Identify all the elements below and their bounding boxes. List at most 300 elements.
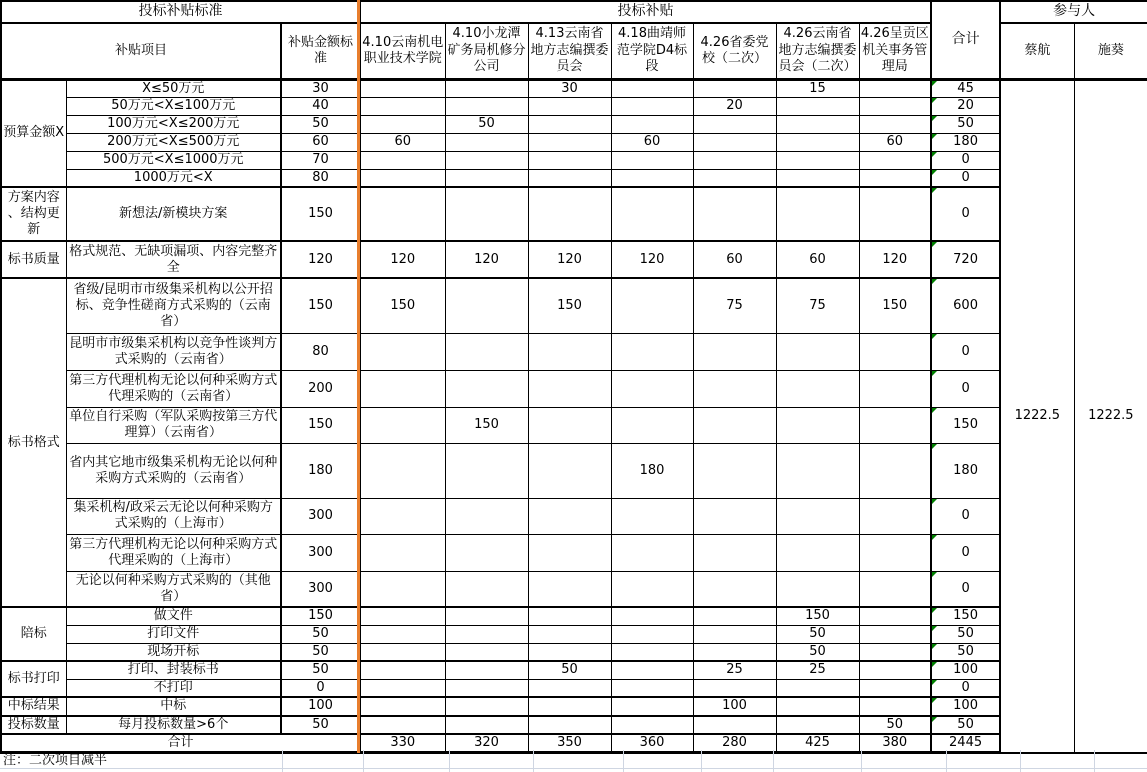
total-cell[interactable]: 0 [931,679,1000,697]
item-label-cell[interactable]: 省内其它地市级集采机构无论以何种采购方式采购的（云南省） [66,443,281,498]
item-label-cell[interactable]: 每月投标数量>6个 [66,716,281,734]
value-cell[interactable] [859,607,931,625]
value-cell[interactable] [693,443,776,498]
value-cell[interactable] [360,643,445,661]
item-label-cell[interactable]: 无论以何种采购方式采购的（其他省） [66,571,281,607]
total-cell[interactable]: 150 [931,607,1000,625]
value-cell[interactable]: 180 [611,443,693,498]
total-cell[interactable]: 100 [931,697,1000,715]
group-label-cell[interactable]: 陪标 [1,607,66,661]
total-cell[interactable]: 45 [931,79,1000,97]
participants-header[interactable]: 参与人 [1000,1,1147,23]
value-cell[interactable] [776,169,859,187]
value-cell[interactable] [776,187,859,241]
participant-name-header[interactable]: 蔡航 [1000,23,1074,79]
value-cell[interactable] [611,407,693,443]
sheet-gridline [773,750,774,772]
value-cell[interactable] [611,187,693,241]
page-break-accent-line [357,0,360,753]
table-row [1,151,1147,169]
value-cell[interactable] [859,679,931,697]
group-label-cell[interactable]: 中标结果 [1,697,66,715]
value-cell[interactable] [445,278,528,333]
item-label-cell[interactable]: 第三方代理机构无论以何种采购方式代理采购的（云南省） [66,370,281,407]
value-cell[interactable]: 150 [776,607,859,625]
standard-amount-cell[interactable]: 50 [281,115,360,133]
item-label-cell[interactable]: 集采机构/政采云无论以何种采购方式采购的（上海市） [66,498,281,534]
standard-amount-cell[interactable]: 180 [281,443,360,498]
table-row [1,133,1147,151]
value-cell[interactable] [528,716,611,734]
value-cell[interactable] [611,115,693,133]
value-cell[interactable] [445,97,528,115]
table-row [1,169,1147,187]
value-cell[interactable] [776,443,859,498]
value-cell[interactable] [859,151,931,169]
participant-total-cell[interactable]: 1222.5 [1074,79,1147,753]
item-label-cell[interactable]: 100万元<X≤200万元 [66,115,281,133]
value-cell[interactable] [445,370,528,407]
value-cell[interactable] [611,169,693,187]
value-cell[interactable] [445,79,528,97]
table-row [1,333,1147,370]
value-cell[interactable] [776,716,859,734]
table-row [1,643,1147,661]
sheet-gridline [1020,750,1021,772]
item-label-cell[interactable]: X≤50万元 [66,79,281,97]
table-row [1,443,1147,498]
table-row [1,1,1147,23]
value-cell[interactable] [859,169,931,187]
value-cell[interactable] [360,443,445,498]
value-cell[interactable] [693,607,776,625]
value-cell[interactable] [360,661,445,679]
value-cell[interactable] [360,625,445,643]
project-column-header[interactable]: 4.10小龙潭矿务局机修分公司 [445,23,528,79]
value-cell[interactable] [528,625,611,643]
value-cell[interactable] [776,407,859,443]
value-cell[interactable]: 150 [445,407,528,443]
value-cell[interactable] [528,697,611,715]
value-cell[interactable] [776,115,859,133]
value-cell[interactable] [859,443,931,498]
value-cell[interactable] [859,370,931,407]
value-cell[interactable] [445,498,528,534]
value-cell[interactable] [445,697,528,715]
grand-total-value-cell[interactable]: 380 [859,734,931,753]
total-cell[interactable]: 0 [931,169,1000,187]
value-cell[interactable] [611,370,693,407]
value-cell[interactable] [693,643,776,661]
value-cell[interactable] [445,571,528,607]
value-cell[interactable] [776,133,859,151]
value-cell[interactable] [776,333,859,370]
total-cell[interactable]: 720 [931,241,1000,278]
value-cell[interactable]: 120 [528,241,611,278]
value-cell[interactable] [859,407,931,443]
value-cell[interactable] [776,97,859,115]
item-label-cell[interactable]: 不打印 [66,679,281,697]
sheet-gridline [533,750,534,772]
table-row [1,370,1147,407]
item-label-cell[interactable]: 做文件 [66,607,281,625]
project-column-header[interactable]: 4.26省委党校（二次） [693,23,776,79]
item-label-cell[interactable]: 500万元<X≤1000万元 [66,151,281,169]
value-cell[interactable] [611,661,693,679]
table-row [1,679,1147,697]
value-cell[interactable] [360,607,445,625]
group-label-cell[interactable]: 标书格式 [1,278,66,607]
value-cell[interactable]: 50 [776,643,859,661]
value-cell[interactable] [360,79,445,97]
value-cell[interactable] [528,643,611,661]
standard-amount-cell[interactable]: 300 [281,498,360,534]
value-cell[interactable]: 60 [776,241,859,278]
group-label-cell[interactable]: 标书质量 [1,241,66,278]
value-cell[interactable] [445,133,528,151]
group-label-cell[interactable]: 标书打印 [1,661,66,697]
value-cell[interactable] [360,716,445,734]
value-cell[interactable] [693,79,776,97]
total-cell[interactable]: 0 [931,187,1000,241]
standard-amount-cell[interactable]: 300 [281,534,360,571]
value-cell[interactable] [859,333,931,370]
standard-amount-cell[interactable]: 150 [281,187,360,241]
standard-amount-cell[interactable]: 0 [281,679,360,697]
value-cell[interactable] [445,333,528,370]
value-cell[interactable]: 150 [360,278,445,333]
grand-total-value-cell[interactable]: 425 [776,734,859,753]
value-cell[interactable] [528,607,611,625]
value-cell[interactable] [528,115,611,133]
grand-total-value-cell[interactable]: 350 [528,734,611,753]
table-row [1,534,1147,571]
sheet-gridline [363,750,364,772]
total-cell[interactable]: 180 [931,133,1000,151]
value-cell[interactable] [859,697,931,715]
value-cell[interactable] [611,697,693,715]
value-cell[interactable] [445,534,528,571]
value-cell[interactable]: 50 [859,716,931,734]
table-row [1,187,1147,241]
table-row [1,625,1147,643]
value-cell[interactable] [859,625,931,643]
value-cell[interactable] [776,679,859,697]
value-cell[interactable] [693,498,776,534]
standard-amount-cell[interactable]: 150 [281,607,360,625]
value-cell[interactable]: 150 [528,278,611,333]
value-cell[interactable] [859,571,931,607]
standard-amount-cell[interactable]: 80 [281,333,360,370]
value-cell[interactable] [693,133,776,151]
value-cell[interactable] [859,643,931,661]
value-cell[interactable] [611,97,693,115]
participant-name-header[interactable]: 施葵 [1074,23,1147,79]
value-cell[interactable] [528,571,611,607]
value-cell[interactable] [611,333,693,370]
total-cell[interactable]: 0 [931,370,1000,407]
value-cell[interactable] [693,407,776,443]
value-cell[interactable] [360,333,445,370]
standard-amount-cell[interactable]: 40 [281,97,360,115]
value-cell[interactable] [859,97,931,115]
value-cell[interactable] [445,443,528,498]
value-cell[interactable] [776,697,859,715]
value-cell[interactable] [360,115,445,133]
value-cell[interactable] [611,679,693,697]
value-cell[interactable] [611,625,693,643]
value-cell[interactable] [528,169,611,187]
value-cell[interactable]: 20 [693,97,776,115]
value-cell[interactable] [360,169,445,187]
total-cell[interactable]: 0 [931,498,1000,534]
value-cell[interactable] [859,115,931,133]
value-cell[interactable] [360,407,445,443]
value-cell[interactable] [859,498,931,534]
standard-amount-cell[interactable]: 50 [281,643,360,661]
table-row [1,697,1147,715]
value-cell[interactable] [445,151,528,169]
total-cell[interactable]: 600 [931,278,1000,333]
grand-total-value-cell[interactable]: 360 [611,734,693,753]
value-cell[interactable] [611,716,693,734]
value-cell[interactable]: 50 [445,115,528,133]
value-cell[interactable] [611,278,693,333]
participant-total-cell[interactable]: 1222.5 [1000,79,1074,753]
value-cell[interactable] [445,661,528,679]
value-cell[interactable] [445,643,528,661]
standard-amount-cell[interactable]: 150 [281,278,360,333]
item-label-cell[interactable]: 新想法/新模块方案 [66,187,281,241]
value-cell[interactable] [360,151,445,169]
table-row [1,115,1147,133]
value-cell[interactable]: 120 [859,241,931,278]
value-cell[interactable]: 50 [528,661,611,679]
table-row [1,241,1147,278]
value-cell[interactable]: 60 [859,133,931,151]
bid-subsidy-header[interactable]: 投标补贴 [360,1,931,23]
standard-amount-cell[interactable]: 60 [281,133,360,151]
total-cell[interactable]: 50 [931,643,1000,661]
value-cell[interactable] [693,169,776,187]
value-cell[interactable] [776,370,859,407]
value-cell[interactable]: 120 [611,241,693,278]
table-row [1,716,1147,734]
total-cell[interactable]: 150 [931,407,1000,443]
standard-amount-cell[interactable]: 50 [281,716,360,734]
value-cell[interactable] [445,716,528,734]
item-label-cell[interactable]: 200万元<X≤500万元 [66,133,281,151]
value-cell[interactable] [693,187,776,241]
value-cell[interactable]: 75 [776,278,859,333]
project-column-header[interactable]: 4.18曲靖师范学院D4标段 [611,23,693,79]
value-cell[interactable] [528,370,611,407]
value-cell[interactable] [859,187,931,241]
total-cell[interactable]: 0 [931,571,1000,607]
table-row [1,79,1147,97]
value-cell[interactable] [859,79,931,97]
total-cell[interactable]: 180 [931,443,1000,498]
item-label-cell[interactable]: 打印文件 [66,625,281,643]
value-cell[interactable] [445,187,528,241]
value-cell[interactable] [693,679,776,697]
value-cell[interactable] [611,607,693,625]
value-cell[interactable] [528,97,611,115]
subsidy-item-header[interactable]: 补贴项目 [1,23,281,79]
value-cell[interactable] [528,133,611,151]
value-cell[interactable] [360,498,445,534]
value-cell[interactable] [693,625,776,643]
value-cell[interactable] [776,151,859,169]
value-cell[interactable]: 15 [776,79,859,97]
value-cell[interactable]: 75 [693,278,776,333]
grand-total-label-cell[interactable]: 合计 [1,734,360,753]
value-cell[interactable] [776,571,859,607]
value-cell[interactable] [528,151,611,169]
item-label-cell[interactable]: 省级/昆明市市级集采机构以公开招标、竞争性磋商方式采购的（云南省） [66,278,281,333]
value-cell[interactable] [528,407,611,443]
value-cell[interactable]: 120 [445,241,528,278]
item-label-cell[interactable]: 昆明市市级集采机构以竞争性谈判方式采购的（云南省） [66,333,281,370]
sheet-gridline [861,750,862,772]
value-cell[interactable]: 60 [360,133,445,151]
grand-total-value-cell[interactable]: 320 [445,734,528,753]
value-cell[interactable] [528,679,611,697]
value-cell[interactable] [528,498,611,534]
sheet-gridline [623,750,624,772]
value-cell[interactable] [611,151,693,169]
total-cell[interactable]: 50 [931,716,1000,734]
total-cell[interactable]: 20 [931,97,1000,115]
value-cell[interactable] [611,79,693,97]
item-label-cell[interactable]: 打印、封装标书 [66,661,281,679]
value-cell[interactable] [693,571,776,607]
item-label-cell[interactable]: 50万元<X≤100万元 [66,97,281,115]
value-cell[interactable] [611,498,693,534]
value-cell[interactable] [445,607,528,625]
value-cell[interactable]: 50 [776,625,859,643]
sheet-gridline [701,750,702,772]
total-cell[interactable]: 50 [931,115,1000,133]
table-row [1,407,1147,443]
value-cell[interactable] [528,443,611,498]
project-column-header[interactable]: 4.10云南机电职业技术学院 [360,23,445,79]
sheet-gridline [449,750,450,772]
value-cell[interactable] [693,370,776,407]
bid-subsidy-standard-header[interactable]: 投标补贴标准 [1,1,360,23]
standard-amount-cell[interactable]: 300 [281,571,360,607]
total-cell[interactable]: 0 [931,151,1000,169]
total-cell[interactable]: 0 [931,333,1000,370]
item-label-cell[interactable]: 单位自行采购（军队采购按第三方代理算）（云南省） [66,407,281,443]
value-cell[interactable] [611,571,693,607]
total-column-header[interactable]: 合计 [931,1,1000,79]
value-cell[interactable] [693,115,776,133]
item-label-cell[interactable]: 中标 [66,697,281,715]
value-cell[interactable] [360,571,445,607]
value-cell[interactable] [611,534,693,571]
total-cell[interactable]: 100 [931,661,1000,679]
value-cell[interactable] [776,534,859,571]
value-cell[interactable] [360,97,445,115]
item-label-cell[interactable]: 第三方代理机构无论以何种采购方式代理采购的（上海市） [66,534,281,571]
value-cell[interactable]: 60 [611,133,693,151]
item-label-cell[interactable]: 1000万元<X [66,169,281,187]
standard-amount-cell[interactable]: 50 [281,625,360,643]
value-cell[interactable] [445,169,528,187]
table-row [1,498,1147,534]
amount-standard-header[interactable]: 补贴金额标准 [281,23,360,79]
value-cell[interactable] [360,370,445,407]
group-label-cell[interactable]: 预算金额X [1,79,66,187]
value-cell[interactable] [445,625,528,643]
value-cell[interactable] [360,679,445,697]
standard-amount-cell[interactable]: 30 [281,79,360,97]
value-cell[interactable] [693,534,776,571]
sheet-gridline [0,768,1147,769]
group-label-cell[interactable]: 投标数量 [1,716,66,734]
group-label-cell[interactable]: 方案内容、结构更新 [1,187,66,241]
footnote-cell[interactable]: 注：二次项目减半 [3,753,108,768]
value-cell[interactable] [611,643,693,661]
value-cell[interactable] [528,187,611,241]
grand-total-value-cell[interactable]: 330 [360,734,445,753]
value-cell[interactable] [445,679,528,697]
standard-amount-cell[interactable]: 70 [281,151,360,169]
sheet-gridline [282,750,283,772]
value-cell[interactable]: 25 [693,661,776,679]
value-cell[interactable] [859,661,931,679]
value-cell[interactable] [693,151,776,169]
value-cell[interactable] [693,333,776,370]
value-cell[interactable]: 100 [693,697,776,715]
item-label-cell[interactable]: 现场开标 [66,643,281,661]
value-cell[interactable] [528,534,611,571]
total-cell[interactable]: 0 [931,534,1000,571]
value-cell[interactable]: 25 [776,661,859,679]
grand-total-cell[interactable]: 2445 [931,734,1000,753]
value-cell[interactable]: 120 [360,241,445,278]
value-cell[interactable] [776,498,859,534]
table-row [1,607,1147,625]
item-label-cell[interactable]: 格式规范、无缺项漏项、内容完整齐全 [66,241,281,278]
table-row [1,278,1147,333]
project-column-header[interactable]: 4.13云南省地方志编撰委员会 [528,23,611,79]
standard-amount-cell[interactable]: 80 [281,169,360,187]
value-cell[interactable] [360,697,445,715]
table-row [1,661,1147,679]
value-cell[interactable]: 150 [859,278,931,333]
standard-amount-cell[interactable]: 100 [281,697,360,715]
standard-amount-cell[interactable]: 50 [281,661,360,679]
value-cell[interactable] [693,716,776,734]
value-cell[interactable] [360,187,445,241]
total-cell[interactable]: 50 [931,625,1000,643]
value-cell[interactable] [859,534,931,571]
standard-amount-cell[interactable]: 200 [281,370,360,407]
project-column-header[interactable]: 4.26云南省地方志编撰委员会（二次） [776,23,859,79]
grand-total-value-cell[interactable]: 280 [693,734,776,753]
value-cell[interactable]: 30 [528,79,611,97]
project-column-header[interactable]: 4.26呈贡区机关事务管理局 [859,23,931,79]
standard-amount-cell[interactable]: 120 [281,241,360,278]
value-cell[interactable] [360,534,445,571]
value-cell[interactable] [528,333,611,370]
table-row-grand-total [1,734,1147,753]
standard-amount-cell[interactable]: 150 [281,407,360,443]
sheet-gridline [946,750,947,772]
value-cell[interactable]: 60 [693,241,776,278]
